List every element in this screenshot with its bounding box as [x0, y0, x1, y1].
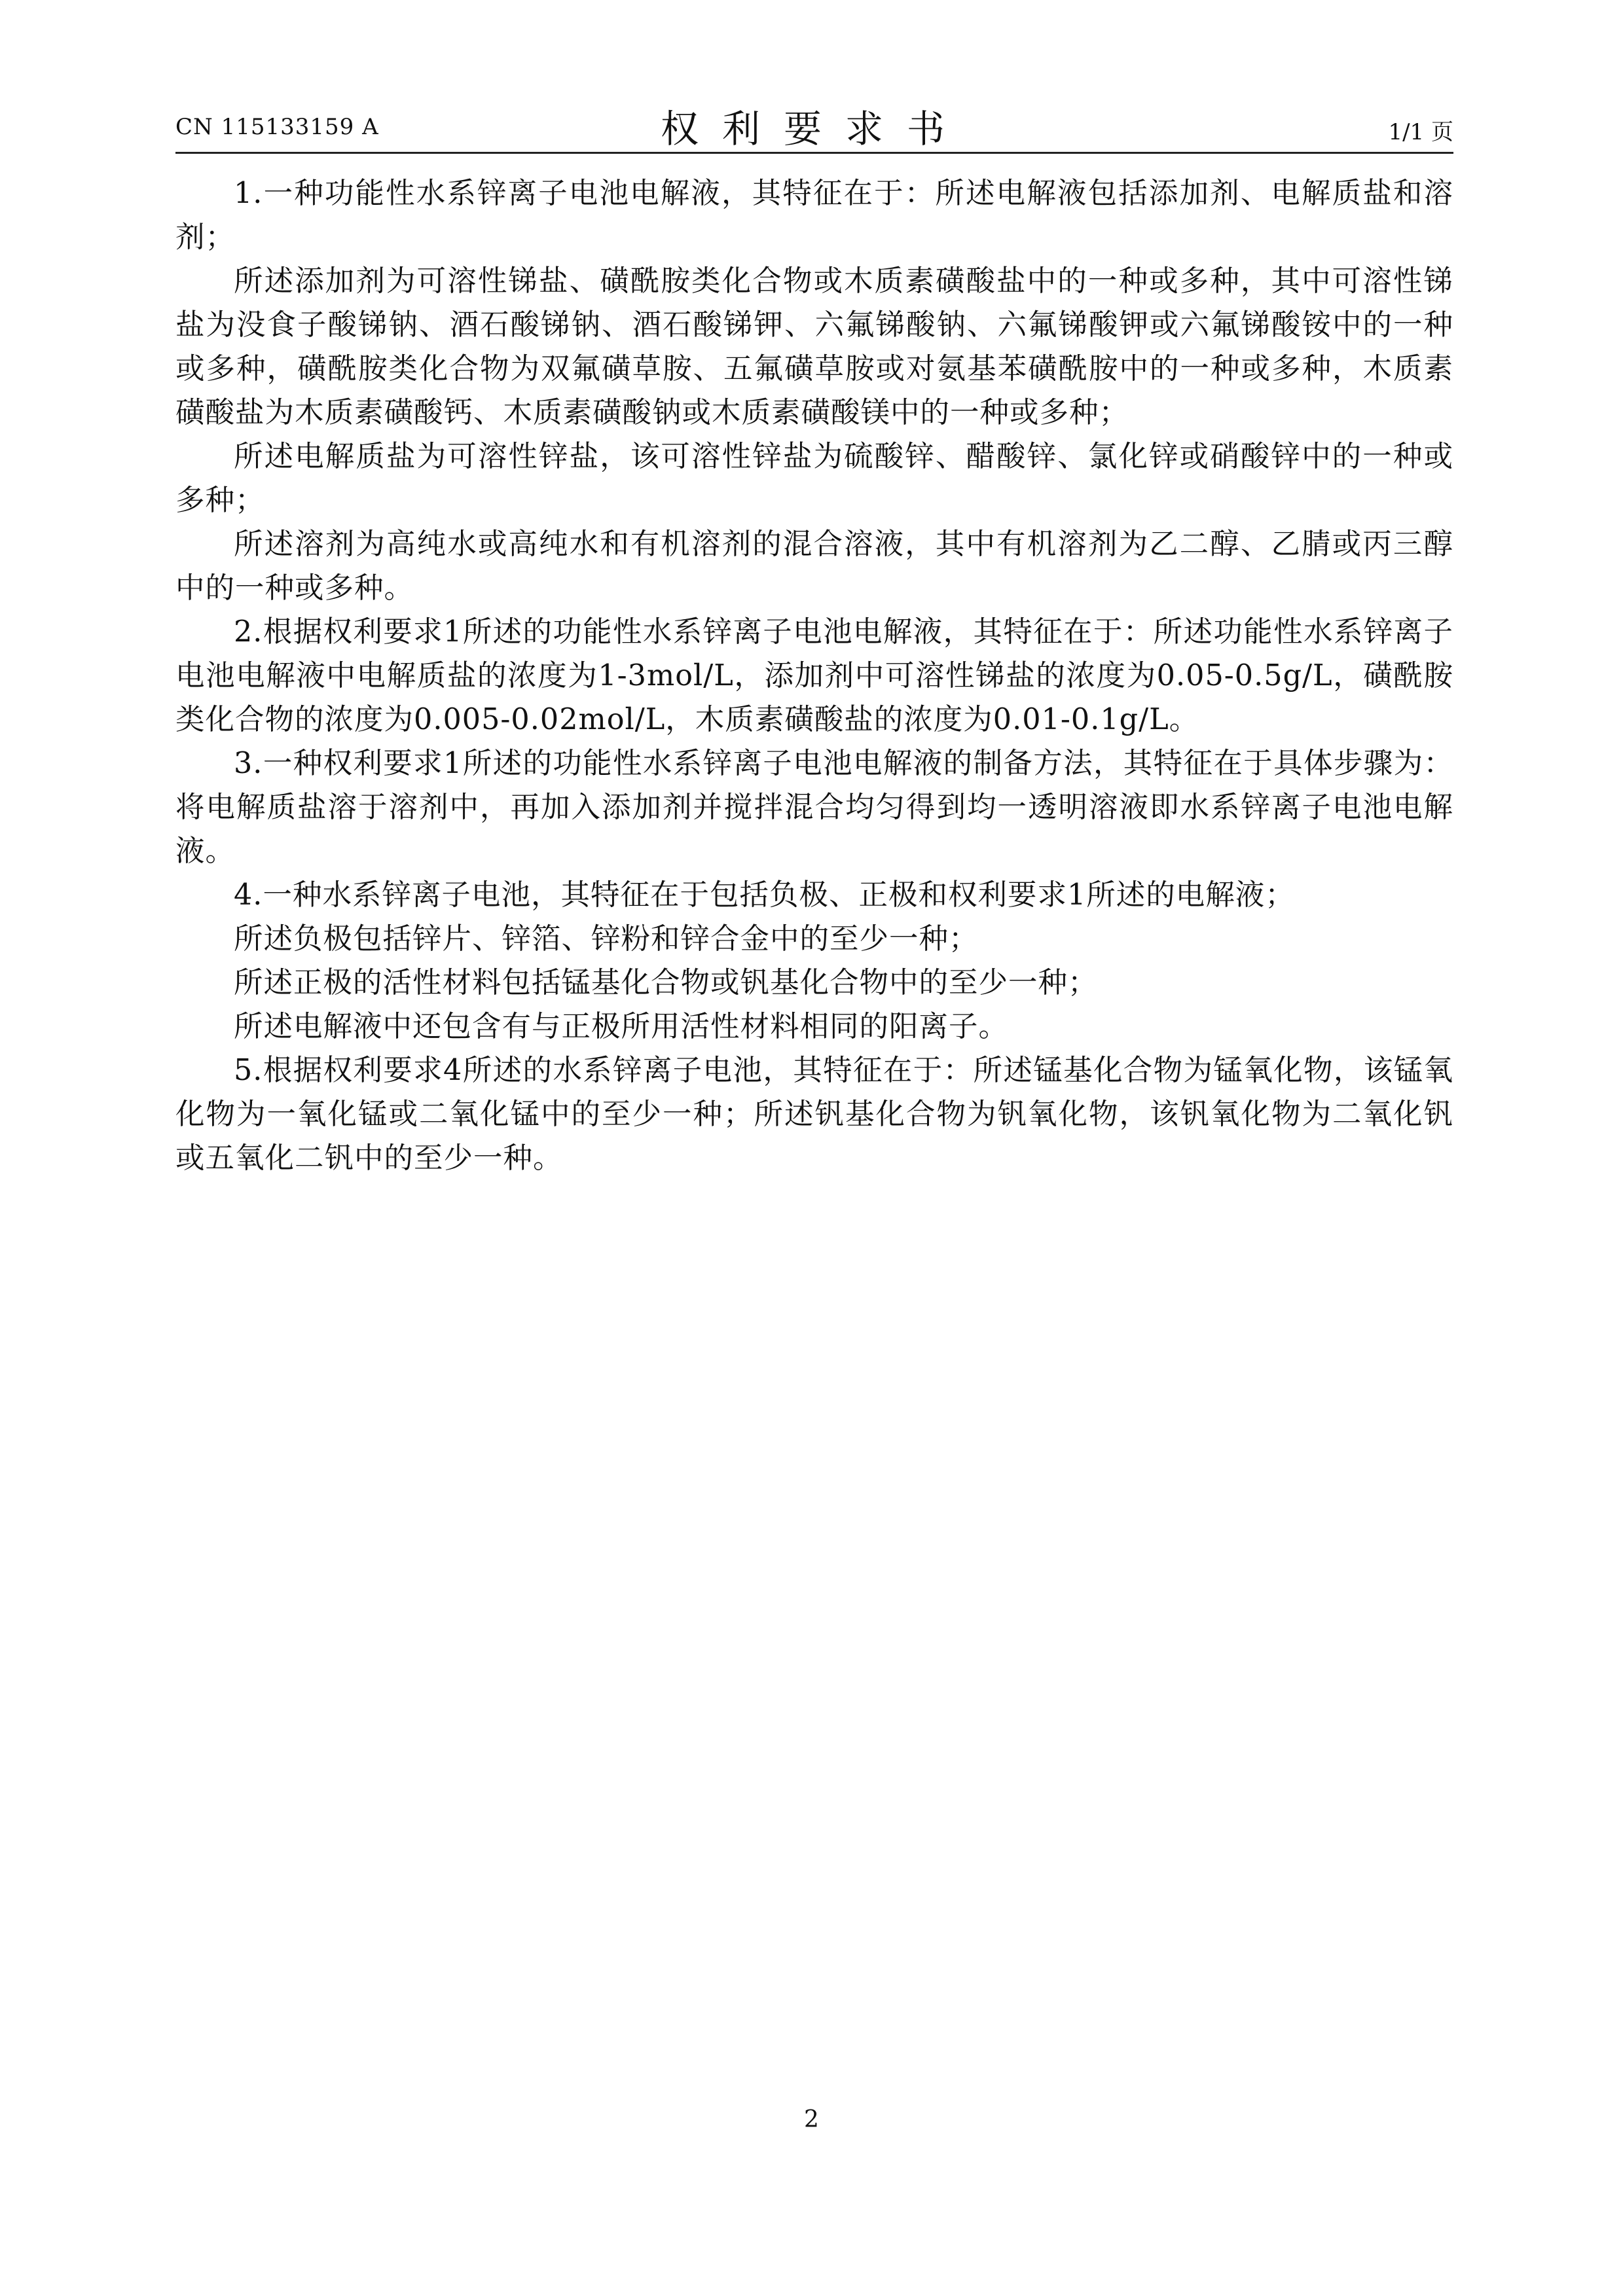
page-header	[175, 98, 1453, 157]
claim-paragraph: 所述电解质盐为可溶性锌盐，该可溶性锌盐为硫酸锌、醋酸锌、氯化锌或硝酸锌中的一种或多种；	[175, 440, 1453, 517]
page-number: 2	[804, 2106, 819, 2133]
claim-paragraph: 所述负极包括锌片、锌箔、锌粉和锌合金中的至少一种；	[234, 922, 979, 956]
claim-paragraph: 3.一种权利要求1所述的功能性水系锌离子电池电解液的制备方法，其特征在于具体步骤为：将电解质盐溶于溶剂中，再加入添加剂并搅拌混合均匀得到均一透明溶液即水系锌离子电池电解液。	[175, 747, 1453, 868]
document-title: 权利要求书	[660, 107, 968, 151]
claim-paragraph: 所述电解液中还包含有与正极所用活性材料相同的阳离子。	[234, 1010, 1009, 1043]
claim-paragraph: 所述添加剂为可溶性锑盐、磺酰胺类化合物或木质素磺酸盐中的一种或多种，其中可溶性锑盐为没食子酸锑钠、酒石酸锑钠、酒石酸锑钾、六氟锑酸钠、六氟锑酸钾或六氟锑酸铵中的一种或多种，磺酰胺类化合物为双氟磺草胺、五氟磺草胺或对氨基苯磺酰胺中的一种或多种，木质素磺酸盐为木质素磺酸钙、木质素磺酸钠或木质素磺酸镁中的一种或多种；	[175, 264, 1453, 429]
claims-body	[175, 171, 1453, 1180]
header-rule	[175, 152, 1453, 154]
claim-paragraph: 所述溶剂为高纯水或高纯水和有机溶剂的混合溶液，其中有机溶剂为乙二醇、乙腈或丙三醇中的一种或多种。	[175, 528, 1453, 605]
claim-paragraph: 所述正极的活性材料包括锰基化合物或钒基化合物中的至少一种；	[234, 966, 1098, 999]
publication-number: CN 115133159 A	[175, 114, 379, 140]
claim-paragraph: 2.根据权利要求1所述的功能性水系锌离子电池电解液，其特征在于：所述功能性水系锌离子电池电解液中电解质盐的浓度为1-3mol/L，添加剂中可溶性锑盐的浓度为0.05-0.5g/L，磺酰胺类化合物的浓度为0.005-0.02mol/L，木质素磺酸盐的浓度为0.01-0.1g/L。	[175, 615, 1453, 736]
claim-paragraph: 5.根据权利要求4所述的水系锌离子电池，其特征在于：所述锰基化合物为锰氧化物，该锰氧化物为一氧化锰或二氧化锰中的至少一种；所述钒基化合物为钒氧化物，该钒氧化物为二氧化钒或五氧化二钒中的至少一种。	[175, 1054, 1453, 1175]
claim-paragraph: 1.一种功能性水系锌离子电池电解液，其特征在于：所述电解液包括添加剂、电解质盐和溶剂；	[175, 177, 1453, 254]
page-info: 1/1 页	[1388, 119, 1453, 145]
claim-paragraph: 4.一种水系锌离子电池，其特征在于包括负极、正极和权利要求1所述的电解液；	[234, 878, 1295, 912]
